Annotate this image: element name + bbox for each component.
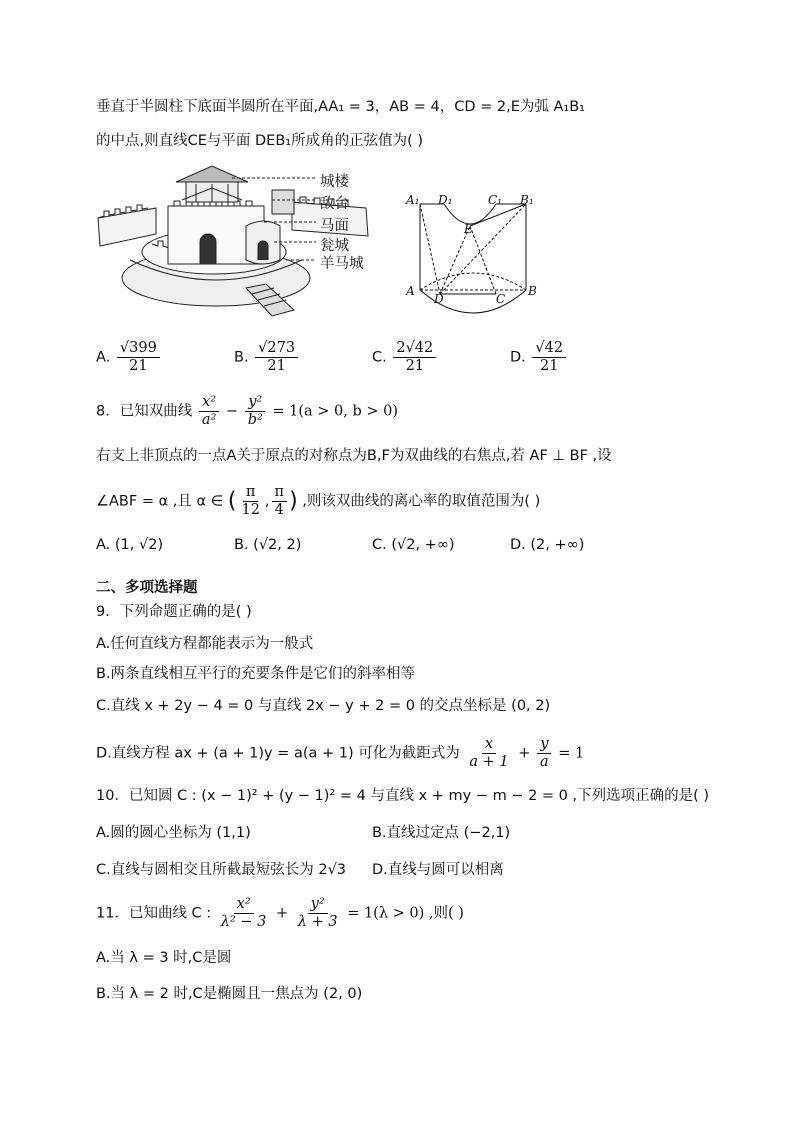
q7-option-d[interactable]: D. $\frac{√42}{21}$ [510,340,568,375]
pt-B: B [528,284,537,298]
pt-A: A [406,284,415,298]
q7-option-a[interactable]: A. $\frac{√399}{21}$ [96,340,162,375]
q9-option-b[interactable]: B.两条直线相互平行的充要条件是它们的斜率相等 [96,666,416,682]
q10-stem: 10．已知圆 C : (x − 1)² + (y − 1)² = 4 与直线 x + my − m − 2 = 0 ,下列选项正确的是( ) [96,788,710,804]
q11-stem: 11．已知曲线 C : $\frac{\text{x²}}{\text{λ² − 3}}$ + $\frac{\text{y²}}{\lambda + 3}$ = 1(λ > 0) ,则( ) [96,896,464,930]
pt-C: C [496,292,506,306]
q7-stem-line1: 垂直于半圆柱下底面半圆所在平面,AA₁ = 3，AB = 4，CD = 2,E为弧 A₁B₁ [96,99,585,115]
pt-D: D [434,292,444,306]
q10-option-b[interactable]: B.直线过定点 (−2,1) [372,825,511,841]
q11-option-b[interactable]: B.当 λ = 2 时,C是椭圆且一焦点为 (2, 0) [96,986,363,1002]
q7-option-b[interactable]: B. $\frac{√273}{21}$ [234,340,300,375]
q8-option-a[interactable]: A. (1, √2) [96,537,164,553]
q10-option-d[interactable]: D.直线与圆可以相离 [372,862,504,878]
q9-option-c[interactable]: C.直线 x + 2y − 4 = 0 与直线 2x − y + 2 = 0 的交点坐标是 (0, 2) [96,698,551,714]
pt-B1: B₁ [520,193,534,207]
q10-option-c[interactable]: C.直线与圆相交且所截最短弦长为 2√3 [96,862,347,878]
pt-C1: C₁ [488,193,502,207]
label-ditai: 敌台 [320,196,349,212]
section-title: 二、多项选择题 [96,580,198,596]
q8-option-d[interactable]: D. (2, +∞) [510,537,585,553]
q9-stem: 9．下列命题正确的是( ) [96,604,252,620]
q8-line2: 右支上非顶点的一点A关于原点的对称点为B,F为双曲线的右焦点,若 AF ⊥ BF ,设 [96,448,612,464]
q9-option-d[interactable]: D.直线方程 ax + (a + 1)y = a(a + 1) 可化为截距式为 $\frac{x}{a + 1}$ + $\frac{y}{a}$ = 1 [96,736,585,770]
q8-stem: 8．已知双曲线 $\frac{\text{x²}}{\text{a²}}$ − $\frac{\text{y²}}{\text{b²}}$ = 1(a > 0, b > 0) [96,394,399,428]
q8-option-b[interactable]: B. (√2, 2) [234,537,302,553]
q7-stem-line2: 的中点,则直线CE与平面 DEB₁所成角的正弦值为( ) [96,133,424,149]
label-wengcheng: 瓮城 [320,238,349,254]
pt-D1: D₁ [438,193,453,207]
q8-option-c[interactable]: C. (√2, +∞) [372,537,455,553]
label-chenglou: 城楼 [320,174,349,190]
q9-option-a[interactable]: A.任何直线方程都能表示为一般式 [96,636,314,652]
pt-A1: A₁ [406,193,420,207]
pt-E: E [464,222,473,236]
q7-option-c[interactable]: C. $\frac{2√42}{21}$ [372,340,438,375]
label-yangmacheng: 羊马城 [320,256,364,272]
q10-option-a[interactable]: A.圆的圆心坐标为 (1,1) [96,825,251,841]
q8-line3: ∠ABF = α ,且 α ∈ ( $\frac{\pi}{12}$ , $\frac{\pi}{4}$ ) ,则该双曲线的离心率的取值范围为( ) [96,484,541,518]
q11-option-a[interactable]: A.当 λ = 3 时,C是圆 [96,950,232,966]
label-mamian: 马面 [320,218,349,234]
